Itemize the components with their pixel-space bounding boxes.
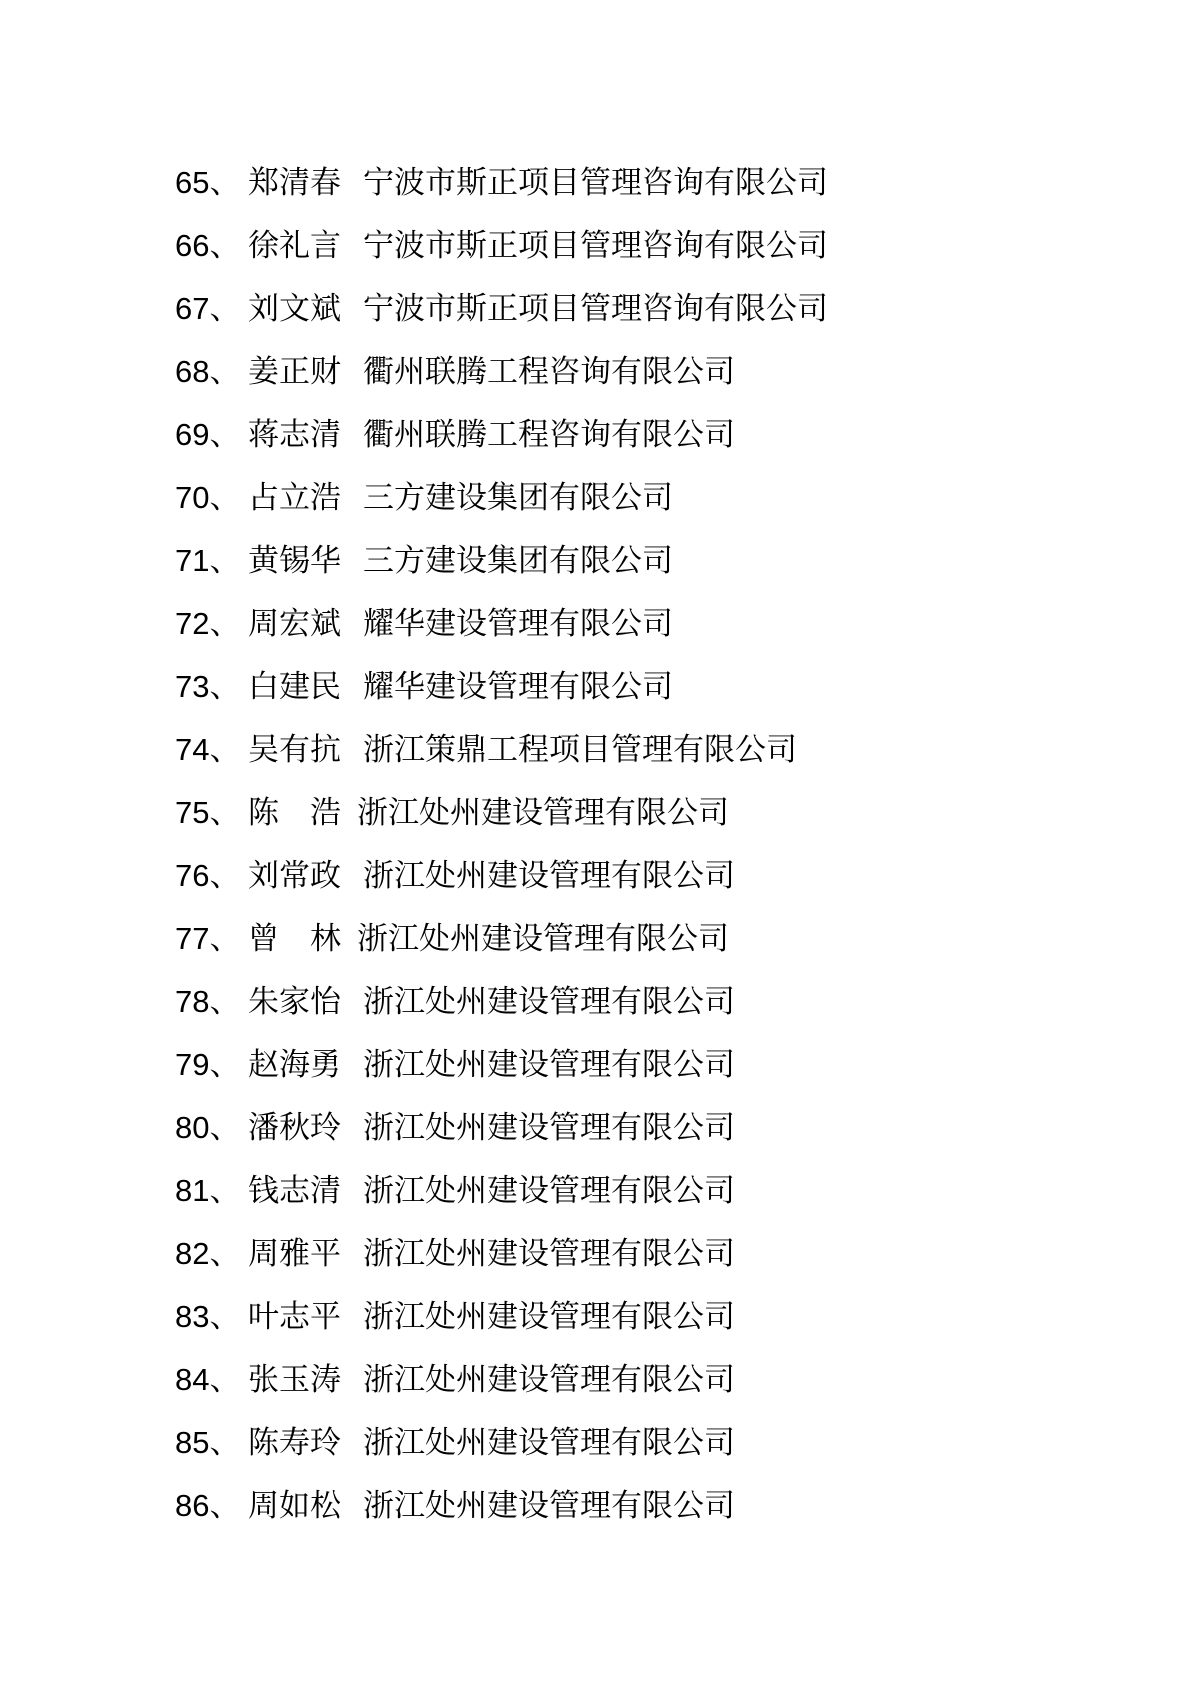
- item-number: 71、: [175, 543, 241, 578]
- company-name: 衢州联腾工程咨询有限公司: [363, 417, 735, 452]
- person-name: 朱家怡: [248, 984, 341, 1019]
- list-item: [175, 844, 1190, 907]
- company-name: 浙江处州建设管理有限公司: [363, 1362, 735, 1397]
- company-name: 耀华建设管理有限公司: [363, 669, 673, 704]
- item-number: 67、: [175, 291, 241, 326]
- person-name: 蒋志清: [248, 417, 341, 452]
- item-number: 84、: [175, 1362, 241, 1397]
- item-number: 76、: [175, 858, 241, 893]
- person-name: 曾 林: [248, 921, 341, 956]
- list-item: [175, 592, 1190, 655]
- list-item: [175, 214, 1190, 277]
- company-name: 浙江处州建设管理有限公司: [357, 795, 729, 830]
- person-name: 赵海勇: [248, 1047, 341, 1082]
- list-item: [175, 655, 1190, 718]
- list-item: [175, 1096, 1190, 1159]
- company-name: 浙江处州建设管理有限公司: [363, 1236, 735, 1271]
- person-name: 周如松: [248, 1488, 341, 1523]
- item-number: 86、: [175, 1488, 241, 1523]
- person-name: 潘秋玲: [248, 1110, 341, 1145]
- list-item: [175, 970, 1190, 1033]
- list-item: [175, 781, 1190, 844]
- person-name: 钱志清: [248, 1173, 341, 1208]
- person-name: 白建民: [248, 669, 341, 704]
- list-item: [175, 1222, 1190, 1285]
- item-number: 81、: [175, 1173, 241, 1208]
- person-name: 吴有抗: [248, 732, 341, 767]
- list-item: [175, 718, 1190, 781]
- company-name: 宁波市斯正项目管理咨询有限公司: [363, 228, 828, 263]
- company-name: 浙江处州建设管理有限公司: [363, 1299, 735, 1334]
- item-number: 73、: [175, 669, 241, 704]
- person-name: 徐礼言: [248, 228, 341, 263]
- person-name: 刘常政: [248, 858, 341, 893]
- person-name: 占立浩: [248, 480, 341, 515]
- list-item: [175, 1033, 1190, 1096]
- company-name: 浙江策鼎工程项目管理有限公司: [363, 732, 797, 767]
- item-number: 72、: [175, 606, 241, 641]
- person-name: 张玉涛: [248, 1362, 341, 1397]
- person-name: 陈 浩: [248, 795, 341, 830]
- item-number: 77、: [175, 921, 241, 956]
- company-name: 浙江处州建设管理有限公司: [363, 1047, 735, 1082]
- person-name: 周宏斌: [248, 606, 341, 641]
- company-name: 浙江处州建设管理有限公司: [363, 1173, 735, 1208]
- person-name: 姜正财: [248, 354, 341, 389]
- item-number: 79、: [175, 1047, 241, 1082]
- list-item: [175, 151, 1190, 214]
- item-number: 80、: [175, 1110, 241, 1145]
- list-item: [175, 1159, 1190, 1222]
- list-item: [175, 529, 1190, 592]
- item-number: 65、: [175, 165, 241, 200]
- list-item: [175, 1411, 1190, 1474]
- person-name: 陈寿玲: [248, 1425, 341, 1460]
- list-item: [175, 1348, 1190, 1411]
- list-item: [175, 1474, 1190, 1537]
- item-number: 70、: [175, 480, 241, 515]
- person-name: 周雅平: [248, 1236, 341, 1271]
- item-number: 75、: [175, 795, 241, 830]
- company-name: 三方建设集团有限公司: [363, 480, 673, 515]
- list-item: [175, 466, 1190, 529]
- company-name: 浙江处州建设管理有限公司: [363, 1110, 735, 1145]
- company-name: 浙江处州建设管理有限公司: [357, 921, 729, 956]
- item-number: 74、: [175, 732, 241, 767]
- company-name: 宁波市斯正项目管理咨询有限公司: [363, 165, 828, 200]
- item-number: 66、: [175, 228, 241, 263]
- company-name: 衢州联腾工程咨询有限公司: [363, 354, 735, 389]
- item-number: 78、: [175, 984, 241, 1019]
- item-number: 68、: [175, 354, 241, 389]
- item-number: 85、: [175, 1425, 241, 1460]
- list-item: [175, 340, 1190, 403]
- person-name: 郑清春: [248, 165, 341, 200]
- person-name: 黄锡华: [248, 543, 341, 578]
- person-name: 叶志平: [248, 1299, 341, 1334]
- company-name: 浙江处州建设管理有限公司: [363, 858, 735, 893]
- company-name: 浙江处州建设管理有限公司: [363, 1425, 735, 1460]
- company-name: 浙江处州建设管理有限公司: [363, 1488, 735, 1523]
- company-name: 耀华建设管理有限公司: [363, 606, 673, 641]
- list-item: [175, 907, 1190, 970]
- company-name: 宁波市斯正项目管理咨询有限公司: [363, 291, 828, 326]
- person-name: 刘文斌: [248, 291, 341, 326]
- item-number: 82、: [175, 1236, 241, 1271]
- list-item: [175, 403, 1190, 466]
- item-number: 69、: [175, 417, 241, 452]
- list-item: [175, 277, 1190, 340]
- company-name: 三方建设集团有限公司: [363, 543, 673, 578]
- list-item: [175, 1285, 1190, 1348]
- company-name: 浙江处州建设管理有限公司: [363, 984, 735, 1019]
- item-number: 83、: [175, 1299, 241, 1334]
